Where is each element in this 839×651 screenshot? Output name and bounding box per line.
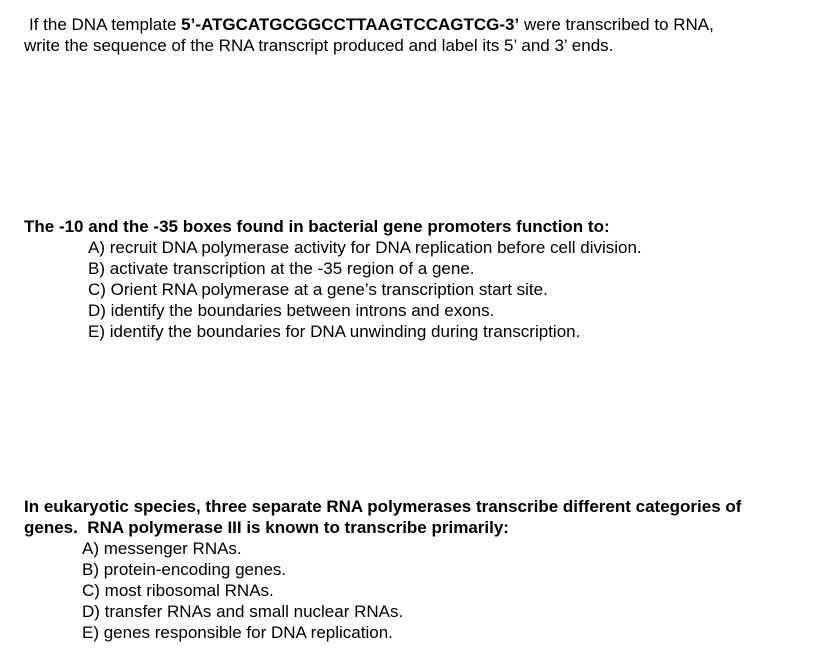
question-2-option-d: D) identify the boundaries between introns and exons. — [88, 301, 495, 320]
question-3-options — [24, 538, 824, 643]
question-1-line-2: write the sequence of the RNA transcript produced and label its 5’ and 3’ ends. — [24, 36, 614, 55]
question-2 — [24, 216, 824, 342]
question-3-stem-line-1-text: In eukaryotic species, three separate RNA polymerases transcribe different categories of — [24, 497, 742, 516]
question-1-line-1 — [24, 14, 824, 35]
question-2-option-a: A) recruit DNA polymerase activity for DNA replication before cell division. — [88, 238, 642, 257]
question-3-stem-line-1 — [24, 496, 824, 517]
question-3-stem-line-2 — [24, 517, 824, 538]
question-2-stem — [24, 216, 824, 237]
question-3-option-b: B) protein-encoding genes. — [82, 560, 287, 579]
dna-template-sequence: 5’-ATGCATGCGGCCTTAAGTCCAGTCG-3’ — [181, 15, 520, 34]
question-2-option-b: B) activate transcription at the -35 region of a gene. — [88, 259, 475, 278]
question-1-suffix: were transcribed to RNA, — [519, 15, 714, 34]
question-2-stem-text: The -10 and the -35 boxes found in bacterial gene promoters function to: — [24, 217, 610, 236]
question-2-option-c: C) Orient RNA polymerase at a gene’s transcription start site. — [88, 280, 548, 299]
question-1 — [24, 14, 824, 56]
question-3-option-c: C) most ribosomal RNAs. — [82, 581, 274, 600]
question-1-prefix: If the DNA template — [29, 15, 182, 34]
question-3 — [24, 496, 824, 643]
question-3-option-d: D) transfer RNAs and small nuclear RNAs. — [82, 602, 404, 621]
question-3-stem-line-2-text: genes. RNA polymerase III is known to transcribe primarily: — [24, 518, 509, 537]
question-2-options — [24, 237, 824, 342]
question-2-option-e: E) identify the boundaries for DNA unwinding during transcription. — [88, 322, 581, 341]
question-3-option-a: A) messenger RNAs. — [82, 539, 242, 558]
question-3-option-e: E) genes responsible for DNA replication. — [82, 623, 393, 642]
